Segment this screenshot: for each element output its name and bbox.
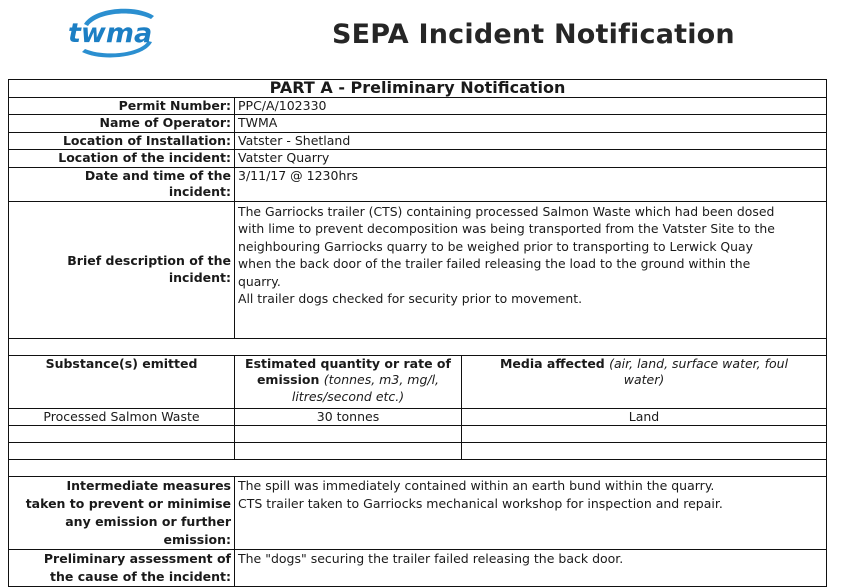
spacer-row <box>9 460 827 477</box>
incident-location-label: Location of the incident: <box>9 150 235 168</box>
quantity-header-line-3 <box>238 389 458 406</box>
media-header-italic-2: water) <box>623 372 665 387</box>
substance-cell: Processed Salmon Waste <box>9 408 235 426</box>
quantity-header-units-2: litres/second etc.) <box>291 388 405 404</box>
quantity-header-units-1: (tonnes, m3, mg/l, <box>323 372 440 387</box>
datetime-label-line-1: Date and time of the <box>84 167 231 183</box>
empty-cell <box>235 426 462 443</box>
installation-label: Location of Installation: <box>9 132 235 150</box>
datetime-value: 3/11/17 @ 1230hrs <box>235 167 827 201</box>
description-label-line-1: Brief description of the <box>67 253 231 268</box>
datetime-label-line-2: incident: <box>168 184 231 199</box>
description-line: neighbouring Garriocks quarry to be weighed prior to transporting to Lerwick Quay <box>238 238 753 254</box>
description-line: The Garriocks trailer (CTS) containing processed Salmon Waste which had been dosed <box>238 203 775 219</box>
measures-label-line-2: taken to prevent or minimise <box>25 496 231 511</box>
cause-value: The "dogs" securing the trailer failed releasing the back door. <box>235 550 827 587</box>
media-header-bold: Media affected <box>499 355 605 371</box>
cause-label-line-2: the cause of the incident: <box>50 569 231 584</box>
description-line: quarry. <box>238 273 281 289</box>
quantity-header-line-1: Estimated quantity or rate of <box>245 355 451 371</box>
operator-value: TWMA <box>235 115 827 133</box>
page-title: SEPA Incident Notification <box>332 19 735 50</box>
datetime-label <box>9 167 235 201</box>
description-line: when the back door of the trailer failed releasing the load to the ground within the <box>238 256 751 272</box>
media-header-line-2 <box>465 372 823 389</box>
quantity-cell: 30 tonnes <box>235 408 462 426</box>
empty-cell <box>235 443 462 460</box>
measures-value <box>235 477 827 550</box>
permit-number-label: Permit Number: <box>9 97 235 115</box>
quantity-header-emission: emission <box>256 372 320 387</box>
measures-label-line-3: any emission or further <box>65 514 231 529</box>
measures-label-line-4: emission: <box>163 532 231 547</box>
permit-number-value: PPC/A/102330 <box>235 97 827 115</box>
incident-form-table <box>8 79 827 587</box>
twma-logo <box>66 4 170 64</box>
incident-location-value: Vatster Quarry <box>235 150 827 168</box>
installation-value: Vatster - Shetland <box>235 132 827 150</box>
empty-cell <box>9 426 235 443</box>
media-header-line-1 <box>465 356 823 373</box>
part-a-heading: PART A - Preliminary Notification <box>9 80 827 98</box>
measures-label-line-1: Intermediate measures <box>66 478 231 493</box>
empty-cell <box>9 443 235 460</box>
description-label-line-2: incident: <box>168 269 231 285</box>
description-value <box>235 201 827 338</box>
cause-label <box>9 550 235 587</box>
description-line: All trailer dogs checked for security prior to movement. <box>238 291 583 307</box>
substance-column-header: Substance(s) emitted <box>9 355 235 408</box>
media-header-italic-1: (air, land, surface water, foul <box>609 355 789 371</box>
media-cell: Land <box>462 408 827 426</box>
empty-cell <box>462 443 827 460</box>
quantity-column-header <box>235 355 462 408</box>
media-column-header <box>462 355 827 408</box>
measures-label <box>9 477 235 550</box>
twma-logo-graphic <box>66 4 170 64</box>
quantity-header-line-2 <box>238 372 458 389</box>
description-line: with lime to prevent decomposition was being transported from the Vatster Site to the <box>238 221 775 237</box>
measures-line: CTS trailer taken to Garriocks mechanical workshop for inspection and repair. <box>238 496 723 511</box>
spacer-row <box>9 338 827 355</box>
logo-text: twma <box>68 18 153 49</box>
operator-label: Name of Operator: <box>9 115 235 133</box>
measures-line: The spill was immediately contained within an earth bund within the quarry. <box>238 478 715 493</box>
cause-label-line-1: Preliminary assessment of <box>43 551 231 566</box>
description-label <box>9 201 235 338</box>
empty-cell <box>462 426 827 443</box>
